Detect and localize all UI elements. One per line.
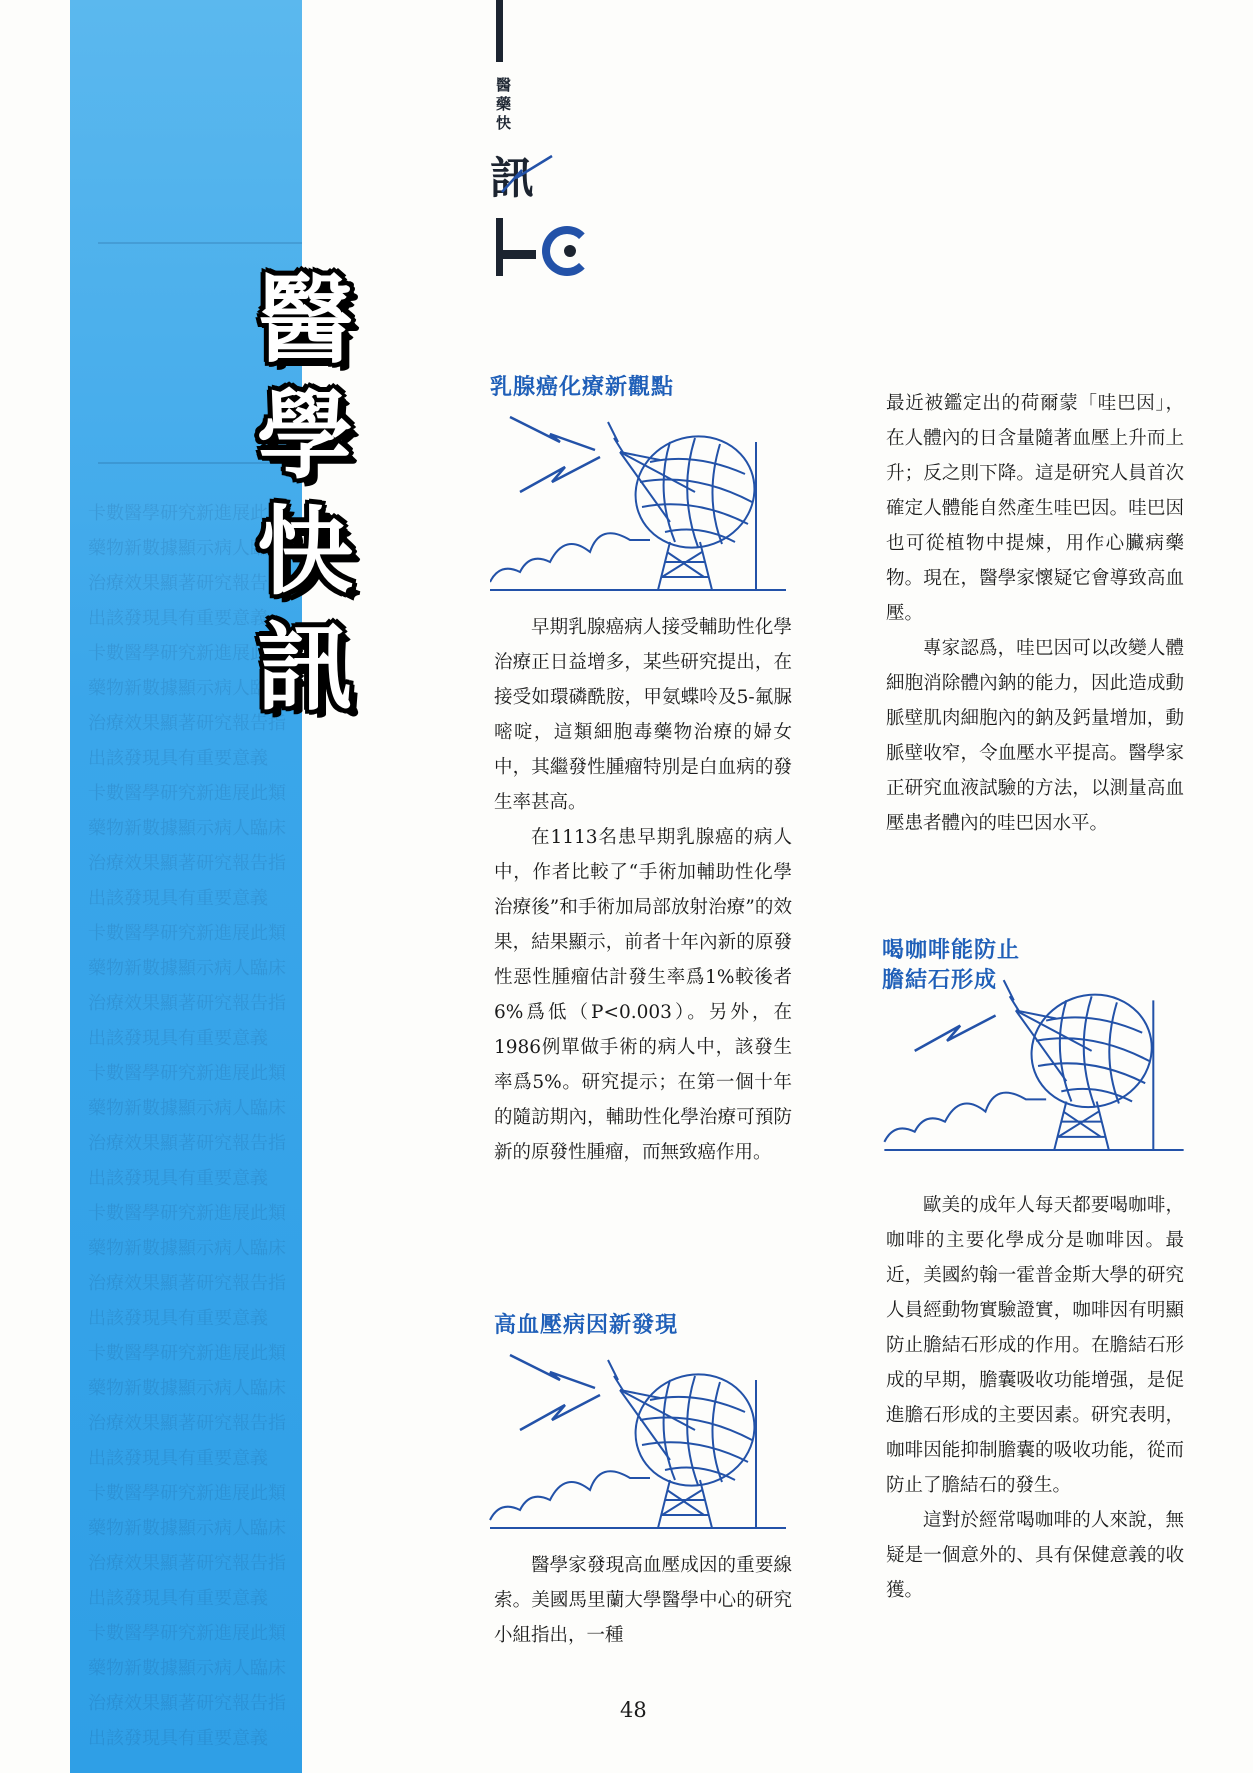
- article-breast-cancer: [494, 610, 792, 1170]
- paragraph: 醫學家發現高血壓成因的重要線索。美國馬里蘭大學醫學中心的研究小組指出，一種: [494, 1555, 792, 1646]
- bleed-through-texture: 卡數醫學研究新進展此類藥物新數據顯示病人臨床治療效果顯著研究報告指出該發現具有重要意義 卡數醫學研究新進展此類藥物新數據顯示病人臨床治療效果顯著研究報告指出該發現具有重要意義 卡數醫學研究新進展此類藥物新數據顯示病人臨床治療效果顯著研究報告指出該發現具有重要意義 卡數醫學研究新進展此類藥物新數據顯示病人臨床治療效果顯著研究報告指出該發現具有重要意義 卡數醫學研究新進展此類藥物新數據顯示病人臨床治療效果顯著研究報告指出該發現具有重要意義 卡數醫學研究新進展此類藥物新數據顯示病人臨床治療效果顯著研究報告指出該發現具有重要意義 卡數醫學研究新進展此類藥物新數據顯示病人臨床治療效果顯著研究報告指出該發現具有重要意義 卡數醫學研究新進展此類藥物新數據顯示病人臨床治療效果顯著研究報告指出該發現具有重要意義 卡數醫學研究新進展此類藥物新數據顯示病人臨床治療效果顯著研究報告指出該發現具有重要意義: [88, 503, 286, 1746]
- article-hypertension: [494, 1548, 792, 1653]
- section-heading-coffee: 喝咖啡能防止 膽結石形成: [882, 938, 1021, 993]
- section-heading-breast-cancer: 乳腺癌化療新觀點: [490, 375, 675, 400]
- article-coffee: [886, 1188, 1184, 1608]
- satellite-dish-icon: [490, 412, 786, 592]
- section-heading-hypertension: 高血壓病因新發現: [494, 1313, 679, 1338]
- satellite-dish-icon: [488, 1350, 788, 1530]
- paragraph: 早期乳腺癌病人接受輔助性化學治療正日益增多，某些研究提出，在接受如環磷酰胺，甲氨蝶呤及5-氟脲嘧啶，這類細胞毒藥物治療的婦女中，其繼發性腫瘤特別是白血病的發生率甚高。: [494, 617, 792, 813]
- paragraph: 在1113名患早期乳腺癌的病人中，作者比較了“手術加輔助性化學治療後”和手術加局部放射治療”的效果，結果顯示，前者十年內新的原發性惡性腫瘤估計發生率爲1%較後者6%爲低（P<0.003）。另外，在1986例單做手術的病人中，該發生率爲5%。研究提示；在第一個十年的隨訪期內，輔助性化學治療可預防新的原發性腫瘤，而無致癌作用。: [494, 827, 792, 1163]
- bleed-rule: [98, 242, 302, 244]
- logo-bar: [496, 0, 503, 62]
- title-char: 醫: [257, 264, 353, 376]
- logo-bar: [496, 218, 503, 276]
- logo-main-char: 訊: [490, 153, 534, 204]
- logo-bar: [496, 250, 536, 259]
- column-logo: [490, 0, 630, 290]
- paragraph: 歐美的成年人每天都要喝咖啡，咖啡的主要化學成分是咖啡因。最近，美國約翰一霍普金斯大學的研究人員經動物實驗證實，咖啡因有明顯防止膽結石形成的作用。在膽結石形成的早期，膽囊吸收功能增强，是促進膽石形成的主要因素。研究表明，咖啡因能抑制膽囊的吸收功能，從而防止了膽結石的發生。: [886, 1195, 1184, 1496]
- page-number: 48: [620, 1698, 647, 1722]
- paragraph: 最近被鑑定出的荷爾蒙「哇巴因」，在人體內的日含量隨著血壓上升而上升；反之則下降。這是研究人員首次確定人體能自然產生哇巴因。哇巴因也可從植物中提煉，用作心臟病藥物。現在，醫學家懷疑它會導致高血壓。: [886, 393, 1184, 624]
- paragraph: 專家認爲，哇巴因可以改變人體細胞消除體內鈉的能力，因此造成動脈壁肌肉細胞內的鈉及鈣量增加，動脈壁收窄，令血壓水平提高。醫學家正研究血液試驗的方法，以測量高血壓患者體內的哇巴因水平。: [886, 638, 1184, 834]
- satellite-dish-icon: [880, 970, 1188, 1152]
- lightning-icon: [500, 152, 556, 196]
- article-hypertension-continued: [886, 386, 1184, 841]
- page-title: [245, 262, 365, 726]
- logo-vertical-text: 醫 藥 快: [496, 76, 512, 132]
- paragraph: 這對於經常喝咖啡的人來說，無疑是一個意外的、具有保健意義的收獲。: [886, 1510, 1184, 1601]
- title-char: 快: [257, 496, 353, 608]
- logo-dot: [564, 245, 576, 257]
- title-char: 訊: [257, 612, 353, 724]
- title-char: 學: [257, 380, 353, 492]
